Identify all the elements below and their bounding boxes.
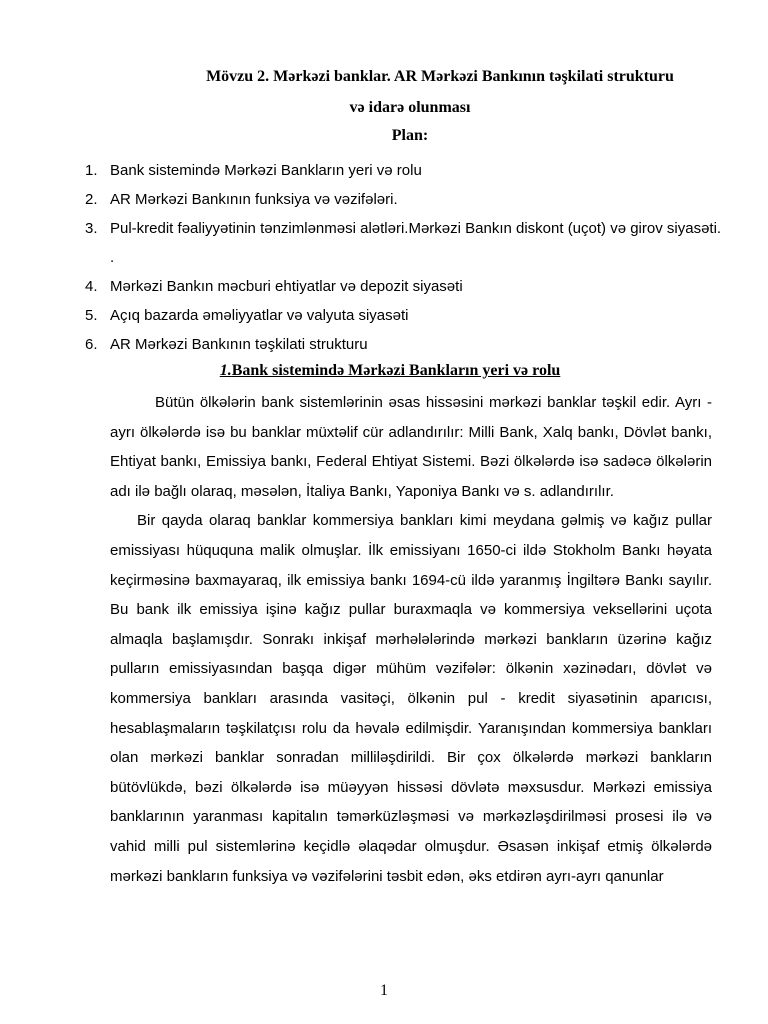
plan-item <box>85 214 725 272</box>
page-number: 1 <box>380 982 388 999</box>
section-number: 1. <box>219 362 232 379</box>
plan-item-number: 1. <box>85 162 98 179</box>
plan-item-number: 4. <box>85 278 98 295</box>
document-title-continued: və idarə olunması <box>349 99 471 116</box>
plan-item-number: 2. <box>85 191 98 208</box>
document-title: Mövzu 2. Mərkəzi banklar. AR Mərkəzi Bankının təşkilati strukturu <box>206 68 674 85</box>
plan-item <box>85 301 725 330</box>
plan-item-number: 5. <box>85 307 98 324</box>
section-title: Bank sistemində Mərkəzi Bankların yeri və rolu <box>231 362 561 379</box>
plan-item <box>85 156 725 185</box>
plan-item-number: 6. <box>85 336 98 353</box>
plan-item-text: Pul-kredit fəaliyyətinin tənzimlənməsi alətləri.Mərkəzi Bankın diskont (uçot) və girov siyasəti. . <box>110 220 722 266</box>
plan-item-text: Mərkəzi Bankın məcburi ehtiyatlar və depozit siyasəti <box>110 278 463 295</box>
plan-item-text: AR Mərkəzi Bankının funksiya və vəzifələri. <box>110 191 398 208</box>
plan-item-text: Açıq bazarda əməliyyatlar və valyuta siyasəti <box>110 307 409 324</box>
plan-heading: Plan: <box>391 127 429 144</box>
plan-list <box>85 156 725 359</box>
plan-item <box>85 272 725 301</box>
paragraph: Bütün ölkələrin bank sistemlərinin əsas hissəsini mərkəzi banklar təşkil edir. Ayrı - ayrı ölkələrdə isə bu banklar müxtəlif cür adlandırılır: Milli Bank, Xalq bankı, Dövlət bankı, Ehtiyat bankı, Emissiya bankı, Federal Ehtiyat Sistemi. Bəzi ölkələrdə isə sadəcə ölkələrin adı ilə bağlı olaraq, məsələn, İtaliya Bankı, Yaponiya Bankı və s. adlandırılır. <box>110 394 712 500</box>
section-heading <box>110 362 670 380</box>
plan-item-text: Bank sistemində Mərkəzi Bankların yeri və rolu <box>110 162 422 179</box>
plan-item-number: 3. <box>85 220 98 237</box>
plan-item <box>85 185 725 214</box>
plan-item-text: AR Mərkəzi Bankının təşkilati strukturu <box>110 336 368 353</box>
body-text <box>110 388 712 891</box>
plan-item <box>85 330 725 359</box>
paragraph: Bir qayda olaraq banklar kommersiya bankları kimi meydana gəlmiş və kağız pullar emissiyası hüququna malik olmuşlar. İlk emissiyanı 1650-ci ildə Stokholm Bankı həyata keçirməsinə baxmayaraq, ilk emissiya bankı 1694-cü ildə yaranmış İngiltərə Bankı sayılır. Bu bank ilk emissiya işinə kağız pullar buraxmaqla və kommersiya veksellərini uçota almaqla başlamışdır. Sonrakı inkişaf mərhələlərində mərkəzi bankların üzərinə kağız pulların emissiyasından başqa digər mühüm vəzifələr: ölkənin xəzinədarı, dövlət və kommersiya bankları arasında vasitəçi, ölkənin pul - kredit siyasətinin aparıcısı, hesablaşmaların təşkilatçısı rolu da həvalə edilmişdir. Yaranışından kommersiya bankları olan mərkəzi banklar sonradan milliləşdirildi. Bir çox ölkələrdə mərkəzi bankların bütövlükdə, bəzi ölkələrdə isə müəyyən hissəsi dövlətə məxsusdur. Mərkəzi emissiya banklarının yaranması kapitalın təmərküzləşməsi və mərkəzləşdirilməsi prosesi ilə və vahid milli pul sistemlərinə keçidlə əlaqədar olmuşdur. Əsasən inkişaf etmiş ölkələrdə mərkəzi bankların funksiya və vəzifələrini təsbit edən, əks etdirən ayrı-ayrı qanunlar <box>110 512 712 885</box>
